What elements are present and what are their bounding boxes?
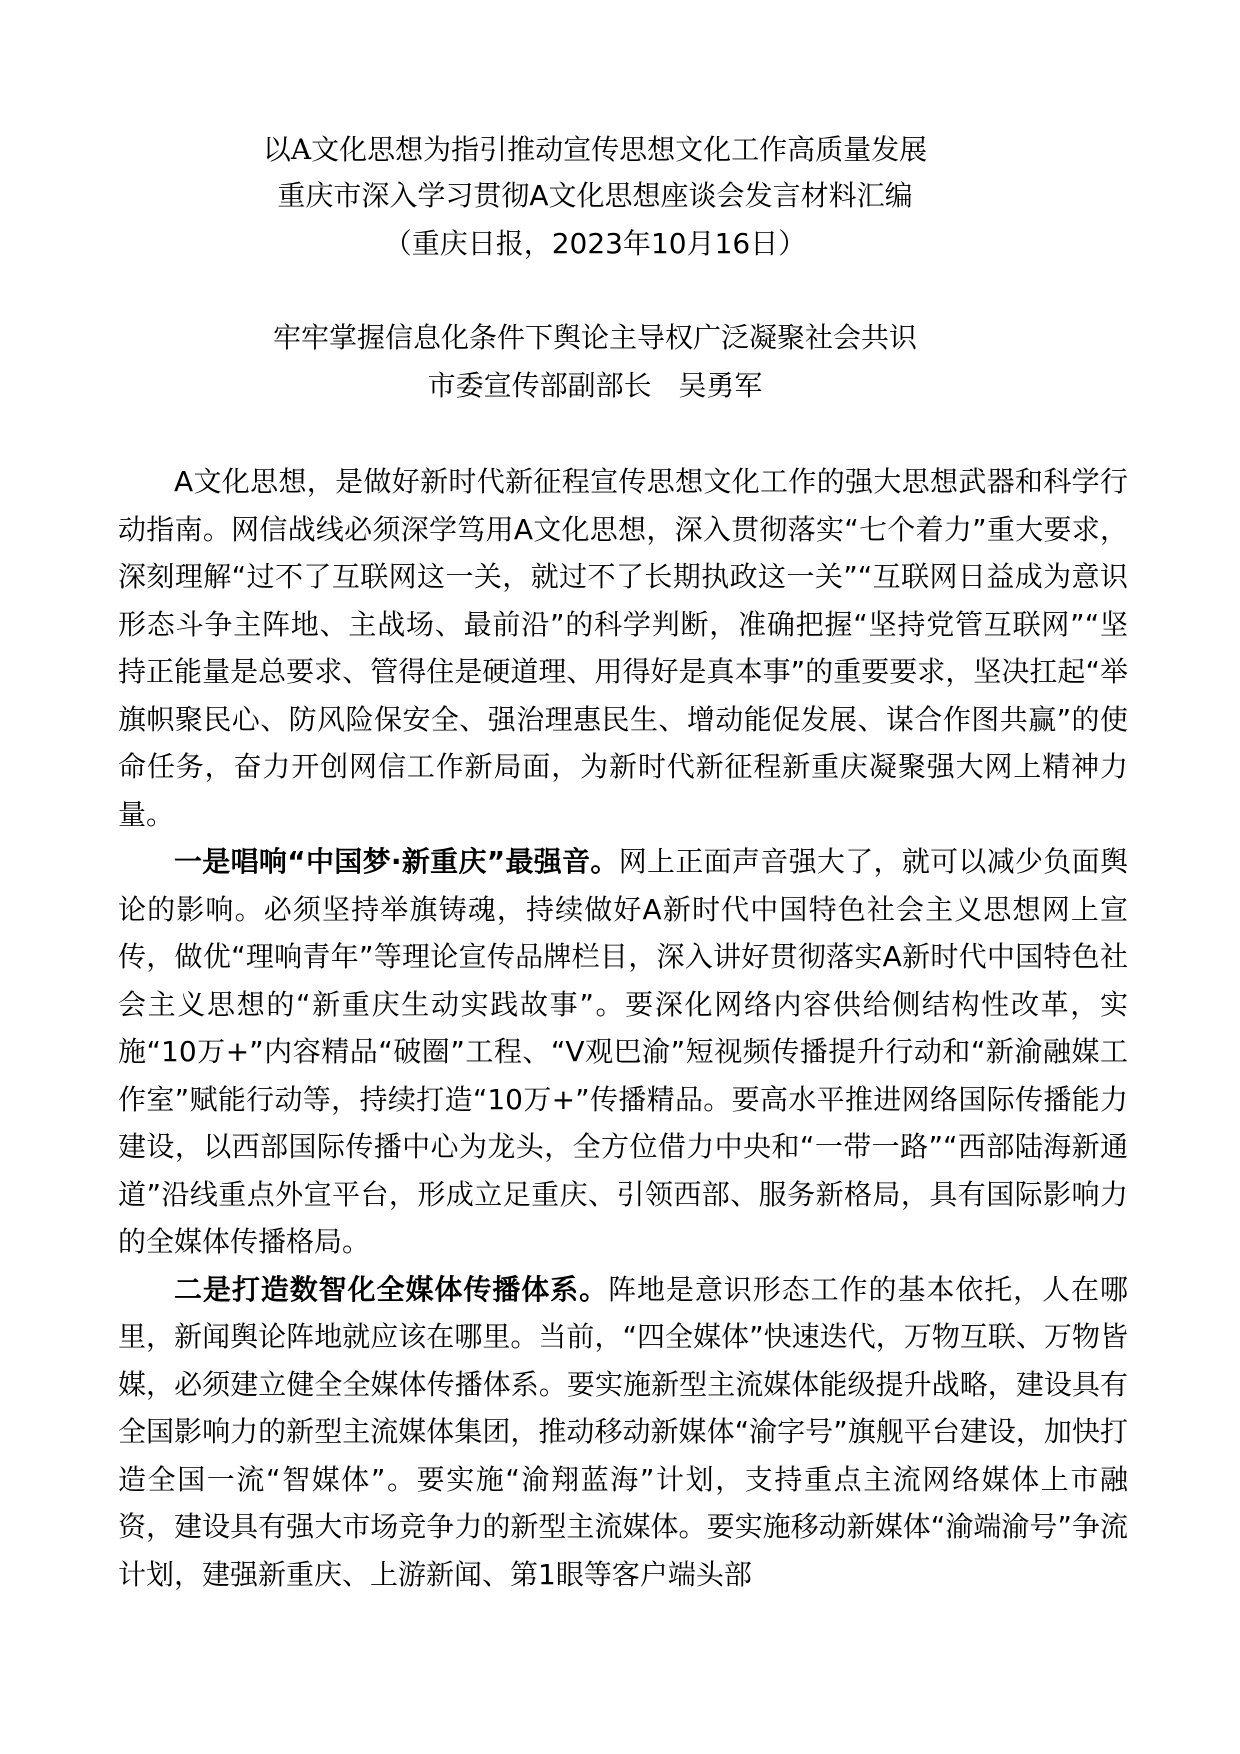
paragraph-text: 网上正面声音强大了，就可以减少负面舆论的影响。必须坚持举旗铸魂，持续做好A新时代中国特色社会主义思想网上宣传，做优“理响青年”等理论宣传品牌栏目，深入讲好贯彻落实A新时代中国特色社会主义思想的“新重庆生动实践故事”。要深化网络内容供给侧结构性改革，实施“10万+”内容精品“破圈”工程、“V观巴渝”短视频传播提升行动和“新渝融媒工作室”赋能行动等，持续打造“10万+”传播精品。要高水平推进网络国际传播能力建设，以西部国际传播中心为龙头，全方位借力中央和“一带一路”“西部陆海新通道”沿线重点外宣平台，形成立足重庆、引领西部、服务新格局，具有国际影响力的全媒体传播格局。 [118, 845, 1128, 1258]
paragraph-text: A文化思想，是做好新时代新征程宣传思想文化工作的强大思想武器和科学行动指南。网信战线必须深学笃用A文化思想，深入贯彻落实“七个着力”重大要求，深刻理解“过不了互联网这一关，就过不了长期执政这一关”“互联网日益成为意识形态斗争主阵地、主战场、最前沿”的科学判断，准确把握“坚持党管互联网”“坚持正能量是总要求、管得住是硬道理、用得好是真本事”的重要要求，坚决扛起“举旗帜聚民心、防风险保安全、强治理惠民生、增动能促发展、谋合作图共赢”的使命任务，奋力开创网信工作新局面，为新时代新征程新重庆凝聚强大网上精神力量。 [118, 465, 1128, 831]
document-title: 以A文化思想为指引推动宣传思想文化工作高质量发展 [262, 133, 928, 166]
paragraph-intro [118, 458, 1128, 838]
speech-author: 市委宣传部副部长 吴勇军 [427, 369, 763, 402]
paragraph-lead: 一是唱响“中国梦·新重庆”最强音。 [174, 845, 619, 878]
speech-title: 牢牢掌握信息化条件下舆论主导权广泛凝聚社会共识 [272, 321, 917, 354]
document-subtitle: 重庆市深入学习贯彻A文化思想座谈会发言材料汇编 [277, 179, 913, 212]
paragraph-point-one [118, 838, 1128, 1266]
paragraph-point-two [118, 1266, 1128, 1599]
body-text [118, 458, 1128, 1598]
document-source: （重庆日报，2023年10月16日） [383, 227, 807, 260]
paragraph-text: 阵地是意识形态工作的基本依托，人在哪里，新闻舆论阵地就应该在哪里。当前，“四全媒体”快速迭代，万物互联、万物皆媒，必须建立健全全媒体传播体系。要实施新型主流媒体能级提升战略，建设具有全国影响力的新型主流媒体集团，推动移动新媒体“渝字号”旗舰平台建设，加快打造全国一流“智媒体”。要实施“渝翔蓝海”计划，支持重点主流网络媒体上市融资，建设具有强大市场竞争力的新型主流媒体。要实施移动新媒体“渝端渝号”争流计划，建强新重庆、上游新闻、第1眼等客户端头部 [118, 1272, 1128, 1591]
paragraph-lead: 二是打造数智化全媒体传播体系。 [174, 1272, 609, 1306]
